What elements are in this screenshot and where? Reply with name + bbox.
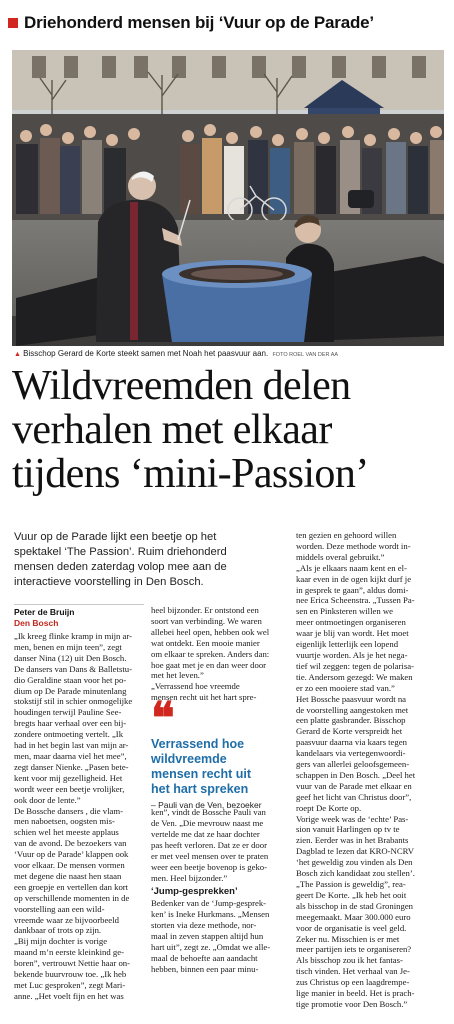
lead-line: interactieve voorstelling in Den Bosch. [14, 576, 204, 588]
quote-mark-icon: ❝ [151, 694, 175, 743]
text-line: als bisschop in de stad Groningen [296, 900, 414, 911]
text-line: houdingen terwijl Pauline See- [14, 707, 122, 718]
text-line: „Ik kreeg flinke kramp in mijn ar- [14, 631, 133, 641]
text-line: paasvuur daarna via kaars tegen [296, 737, 407, 748]
text-line: roept De Korte op. [296, 802, 362, 813]
text-line: hoe gaat met je en dan weer door [151, 659, 267, 670]
text-line: ook door de lente.” [14, 794, 81, 805]
headline-line: tijdens ‘mini-Passion’ [12, 451, 369, 497]
photo-credit: FOTO ROEL VAN DER AA [272, 352, 339, 358]
text-line: „The Passion is geweldig”, rea- [296, 879, 406, 889]
photo-caption [14, 349, 444, 363]
lead-line: spektakel ‘The Passion’. Ruim driehonderd [14, 546, 227, 558]
body-column-1 [14, 631, 146, 1002]
text-line: tisch vinden. Het verhaal van Je- [296, 966, 410, 977]
text-line: sion vanuit Harlingen op tv te [296, 824, 400, 835]
text-line: de voorstelling aangestoken met [296, 704, 409, 715]
text-line: „Als je elkaars naam kent en el- [296, 562, 407, 573]
text-line: er zo een mooiere stad van.” [296, 682, 395, 693]
lead-line: Vuur op de Parade lijkt een beetje op het [14, 531, 217, 543]
text-line: kent voor mij gezelligheid. Het [14, 772, 123, 783]
text-line: lige manier in beeld. Het is prach- [296, 988, 415, 999]
text-line: om elkaar te spreken. Anders dan: [151, 648, 270, 659]
kicker-text: Driehonderd mensen bij ‘Vuur op de Parade’ [24, 13, 374, 32]
text-line: tige promotie voor Den Bosch.” [296, 998, 408, 1009]
text-line: voor de organisatie is veel geld. [296, 922, 407, 933]
text-line: „Verrassend hoe vreemde [151, 681, 240, 692]
text-line: dankbaar of trots op zijn. [14, 925, 102, 936]
text-line: men naboetsen, oogsten mis- [14, 816, 115, 827]
text-line: met Luc gesproken”, zegt Mari- [14, 980, 126, 990]
text-line: weer een beetje bovenop is geko- [151, 861, 268, 872]
text-line: wordt weer een beetje vrolijker, [14, 783, 125, 794]
text-line: anne. „Het voelt fijn en het was [14, 990, 124, 1001]
text-line: De dansers van Dans & Balletstu- [14, 663, 132, 674]
text-line: soort van verbinding. We waren [151, 615, 262, 626]
text-line: ‘het geweldig zou vinden als Den [296, 857, 413, 868]
text-line: ken”, vindt de Bossche Pauli van [151, 807, 266, 818]
text-line: geert De Korte. „Ik heb het ooit [296, 889, 407, 900]
text-line: sen en Pinksteren willen we [296, 606, 393, 617]
text-line: zus Christus op een laagdrempe- [296, 977, 410, 988]
text-line: maal de behoefte aan aandacht [151, 952, 258, 963]
text-line: Vorige week was de ‘echte’ Pas- [296, 813, 409, 824]
text-line: hart uit”, zegt ze. „Omdat we alle- [151, 942, 271, 953]
text-line: voor elkaar. De mensen vormen [14, 860, 125, 871]
subheading: ‘Jump-gesprekken’ [151, 885, 238, 897]
headline-line: Wildvreemden delen [12, 363, 351, 409]
text-line: worden. Deze methode wordt in- [296, 540, 411, 551]
text-line: dium op De Parade minutenlang [14, 685, 127, 696]
text-line: had in het begin last van mijn ar- [14, 740, 129, 751]
text-line: De Bossche dansers , die vlam- [14, 805, 124, 816]
text-line: tie. Andersom gezegd: We maken [296, 671, 413, 682]
text-line: meer partijen iets te organiseren? [296, 944, 412, 955]
pull-quote-attribution: – Pauli van de Ven, bezoeker [151, 800, 262, 810]
text-line: gers van allerlei geloofsgemeen- [296, 759, 410, 770]
headline-line: verhalen met elkaar [12, 407, 332, 453]
text-line: er met veel mensen over te praten [151, 850, 269, 861]
text-line: met degene die naast hen staan [14, 870, 122, 881]
caption-triangle-icon: ▲ [14, 351, 21, 358]
text-line: Gerard de Korte verspreidt het [296, 726, 403, 737]
text-line: dio Geraldine staan voor het po- [14, 674, 127, 685]
lead-paragraph [14, 530, 286, 590]
text-line: eigenlijk letterlijk een lopend [296, 639, 399, 650]
text-line: men. Heel bijzonder.” [151, 872, 228, 883]
article-photo [12, 50, 444, 346]
lead-line: mensen deden zaterdag volop mee aan de [14, 561, 227, 573]
pull-quote [151, 694, 289, 810]
text-line: tief wil zeggen: tegen de polarisa- [296, 660, 414, 671]
byline-city: Den Bosch [14, 618, 59, 628]
text-line: wat ontdekt. Een mooie manier [151, 637, 260, 648]
text-line: vertelde me dat ze haar dochter [151, 828, 260, 839]
pull-quote-line: het hart spreken [151, 782, 249, 796]
text-line: ‘Vuur op de Parade’ klappen ook [14, 849, 129, 860]
pull-quote-text [151, 737, 289, 797]
text-line: zondere ontmoeting vertelt. „Ik [14, 729, 124, 740]
red-square-icon [8, 18, 18, 28]
text-line: Als bisschop zou ik het fantas- [296, 955, 403, 966]
byline [14, 604, 144, 629]
text-line: mensen recht uit het hart spre- [151, 692, 257, 703]
caption-text: Bisschop Gerard de Korte steekt samen met Noah het paasvuur aan. [23, 349, 269, 358]
text-line: boren”, vertrouwt Nettie haar on- [14, 958, 131, 969]
col2-bottom [151, 807, 289, 883]
text-line: maal in zeven stappen altijd hun [151, 931, 264, 942]
text-line: danser Nina (12) uit Den Bosch. [14, 652, 127, 663]
text-line: vreemde waar ze bijvoorbeeld [14, 914, 119, 925]
text-line: maand m’n eerste kleinkind ge- [14, 947, 125, 958]
text-line: bregts haar verhaal over een bij- [14, 718, 127, 729]
text-line: geef het licht van Christus door”, [296, 791, 412, 802]
text-line: men, maar daarna viel het mee”, [14, 750, 127, 761]
text-line: meer ontmoetingen organiseren [296, 617, 406, 628]
text-line: kandelaars via vertegenwoordi- [296, 748, 406, 759]
text-line: waar je blij van wordt. Het moet [296, 628, 409, 639]
text-line: Dagblad te lezen dat KRO-NCRV [296, 846, 415, 857]
pull-quote-line: mensen recht uit [151, 767, 252, 781]
text-line: schien wel het meeste applaus [14, 827, 119, 838]
col2-top [151, 605, 289, 703]
text-line: schappen in Den Bosch. „Deel het [296, 769, 416, 780]
text-line: „Bij mijn dochter is vorige [14, 936, 108, 947]
text-line: allebei heel open, hebben ook wel [151, 626, 270, 637]
text-line: zien. Eerder was in het Brabants [296, 835, 409, 846]
text-line: in gesprek te gaan”, aldus domi- [296, 584, 409, 595]
text-line: pas heeft verloren. Dat ze er door [151, 839, 268, 850]
text-line: Zeker nu. Misschien is er met [296, 933, 400, 944]
headline [12, 364, 444, 496]
text-line: met het leven.” [151, 670, 204, 681]
body-column-3 [296, 530, 446, 1010]
text-line: vuurtje worden. Als je het nega- [296, 649, 408, 660]
text-line: de Ven. „Die mevrouw naast me [151, 818, 264, 829]
text-line: Bosch zich kandidaat zou stellen’. [296, 868, 415, 879]
byline-author: Peter de Bruijn [14, 607, 75, 617]
text-line: vuur van de Parade met elkaar en [296, 780, 412, 791]
text-line: middels overal gebruikt.” [296, 551, 385, 562]
text-line: men, benen en mijn teen”, zegt [14, 641, 122, 652]
text-line: voorstelling aan een wild- [14, 903, 105, 914]
text-line: een groepje en vertellen dan kort [14, 881, 129, 892]
text-line: nee Erica Scheenstra. „Tussen Pa- [296, 595, 415, 606]
text-line: op verschillende momenten in de [14, 892, 130, 903]
text-line: ken’ is Ineke Hurkmans. „Mensen [151, 909, 270, 920]
section-kicker [8, 10, 448, 36]
text-line: Bedenker van de ‘Jump-gesprek- [151, 898, 267, 909]
pull-quote-line: Verrassend hoe [151, 737, 245, 751]
text-line: stokstijf stil in schier onmogelijke [14, 696, 133, 707]
text-line: storten via deze methode, nor- [151, 920, 257, 931]
col2-sub [151, 898, 289, 974]
pull-quote-line: wildvreemde [151, 752, 227, 766]
text-line: bekende buurvrouw toe. „Ik heb [14, 969, 127, 980]
text-line: van de avond. De bezoekers van [14, 838, 127, 849]
text-line: meegemaakt. Maar 300.000 euro [296, 911, 411, 922]
text-line: kaar even in de ogen kijkt durf je [296, 573, 412, 584]
text-line: ten gezien en gehoord willen [296, 530, 397, 540]
text-line: heel bijzonder. Er ontstond een [151, 605, 259, 615]
text-line: Het Bossche paasvuur wordt na [296, 693, 407, 704]
text-line: zegt danser Nienke. „Pasen bete- [14, 761, 129, 772]
text-line: een platte gasbrander. Bisschop [296, 715, 406, 726]
text-line: hebben, binnen een paar minu- [151, 963, 259, 974]
